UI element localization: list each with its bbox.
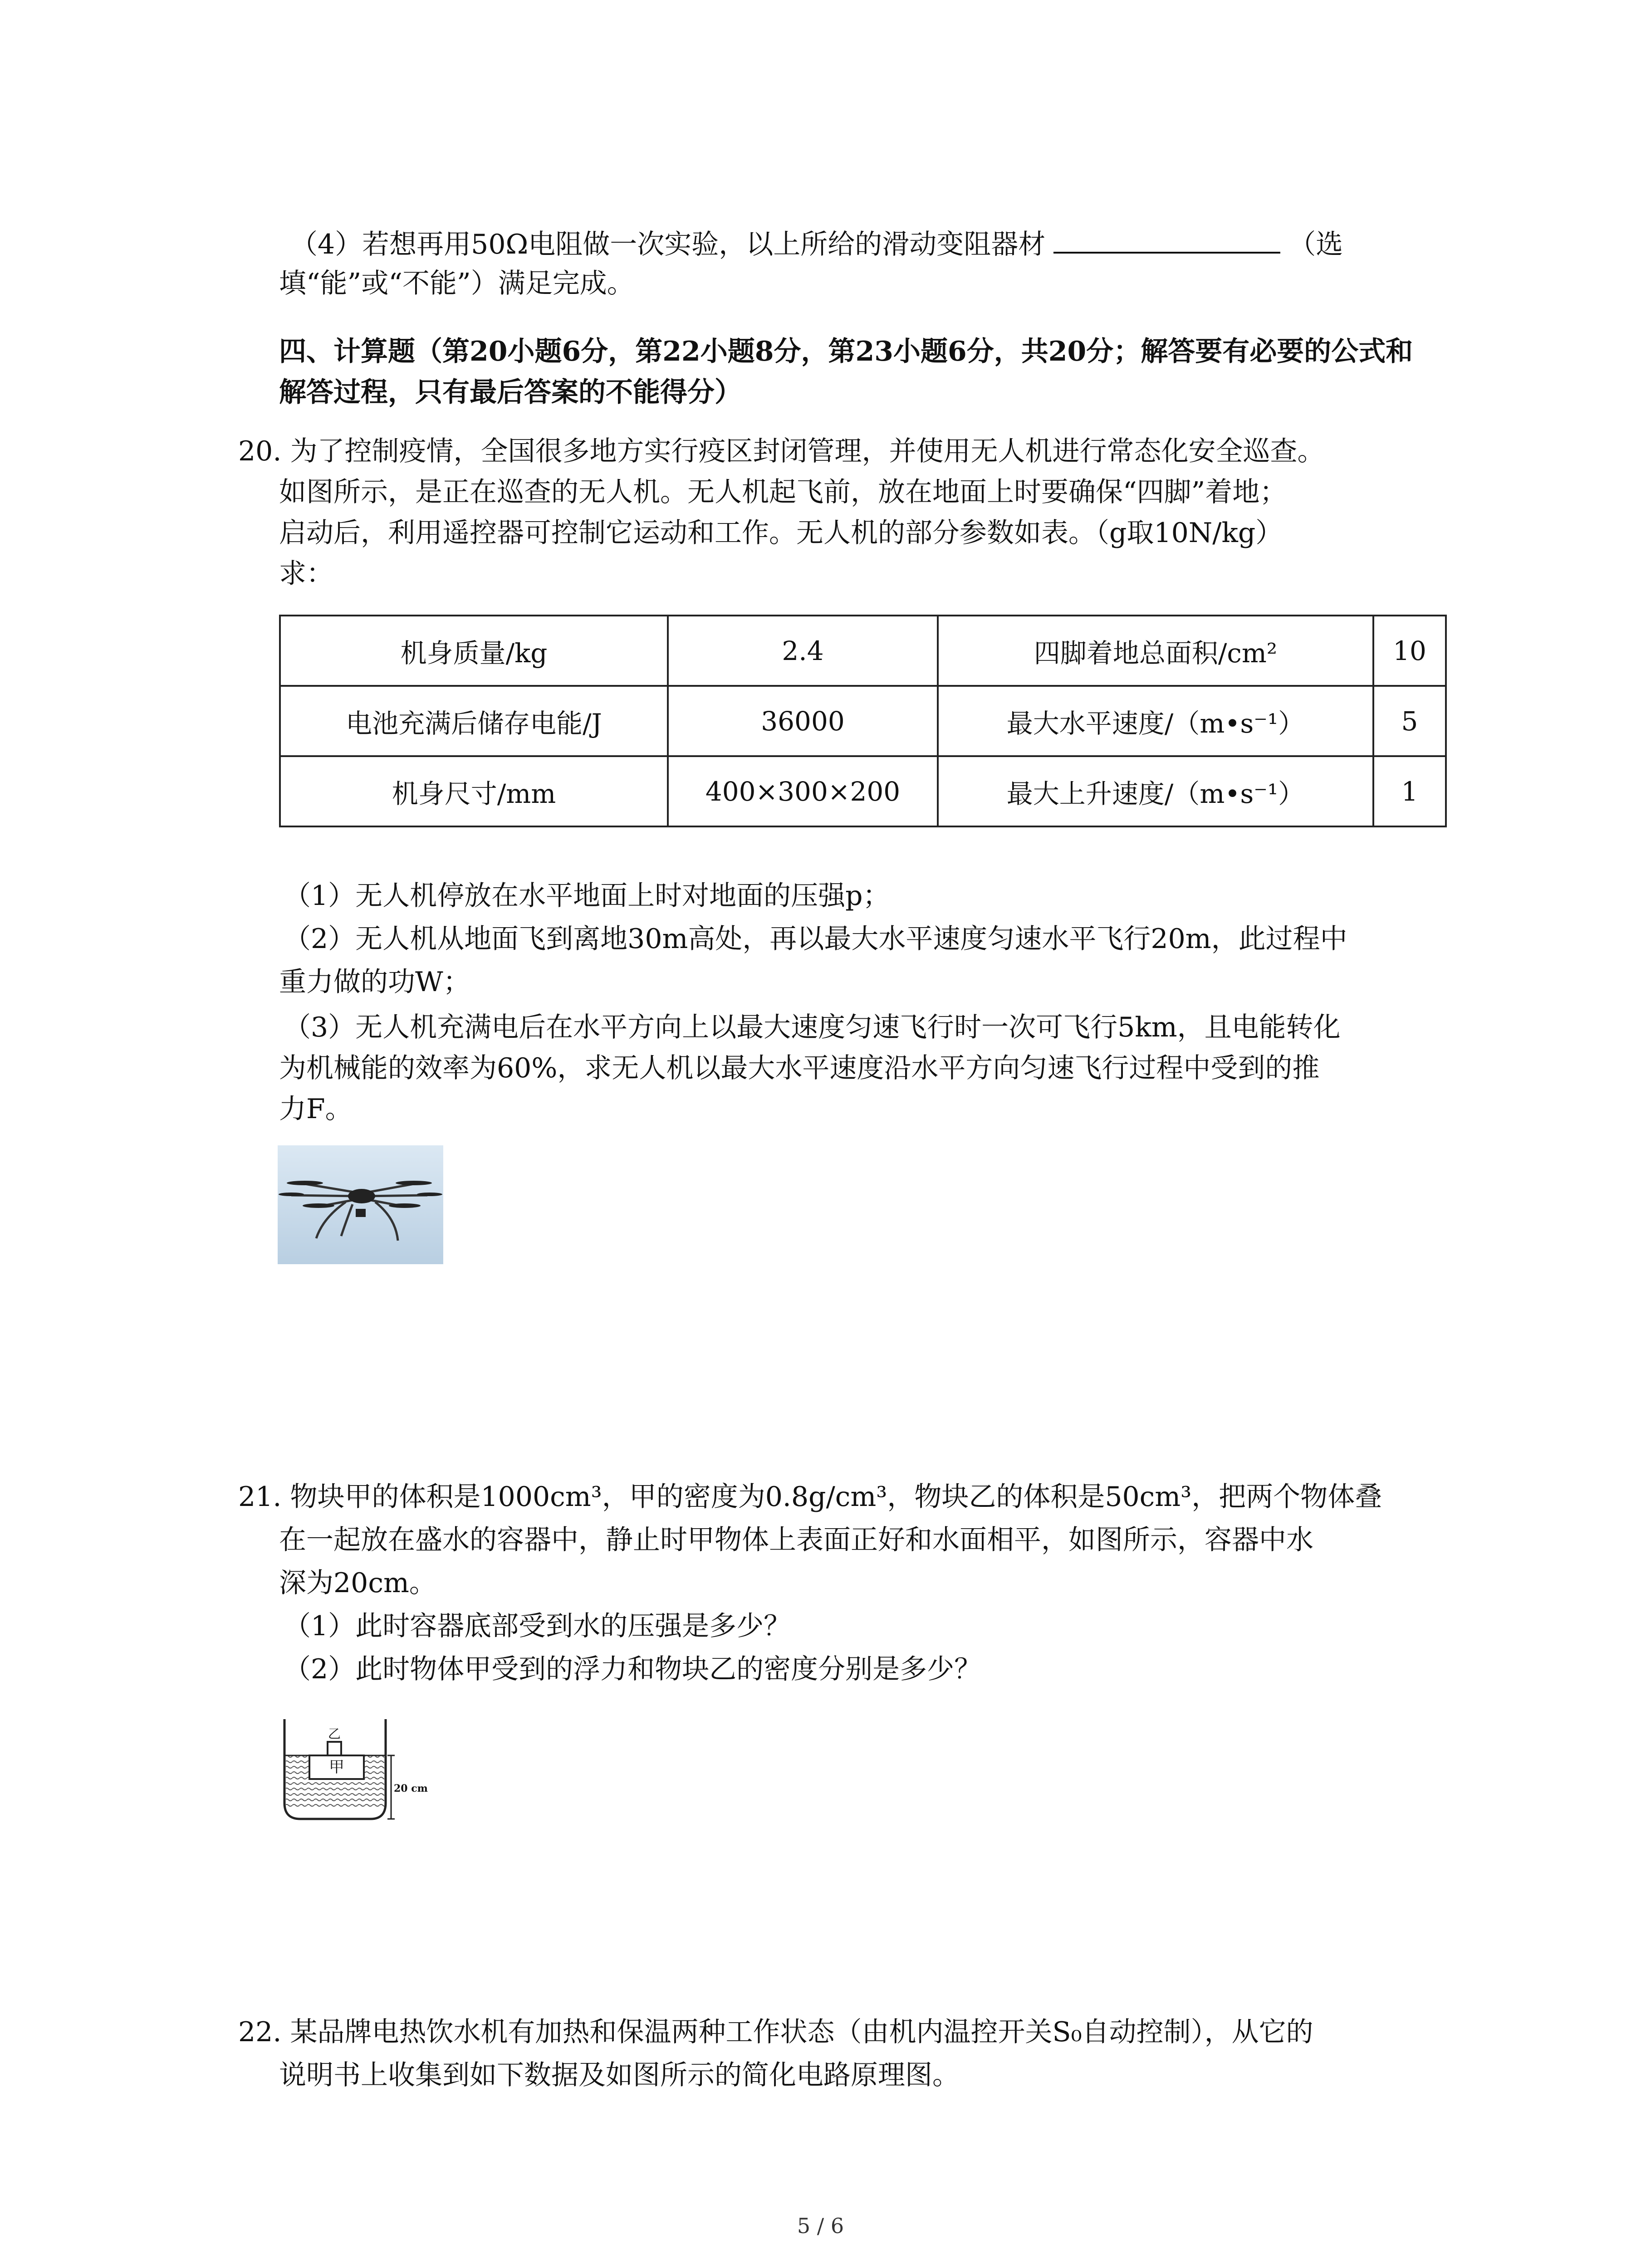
table-cell: 机身质量/kg <box>280 616 668 686</box>
q20-sub-3: （3）无人机充满电后在水平方向上以最大速度匀速飞行时一次可飞行5km，且电能转化 <box>284 1012 1341 1043</box>
q19-line-1: （4）若想再用50Ω电阻做一次实验，以上所给的滑动变阻器材 （选 <box>290 225 1343 263</box>
q20-line-2: 如图所示，是正在巡查的无人机。无人机起飞前，放在地面上时要确保“四脚”着地； <box>279 476 1287 508</box>
table-cell: 5 <box>1373 686 1446 756</box>
q19-line-2: 填“能”或“不能”）满足完成。 <box>279 268 634 299</box>
q22-line-1: 22. 某品牌电热饮水机有加热和保温两种工作状态（由机内温控开关S₀自动控制），从它的 <box>238 2016 1313 2048</box>
q20-sub-3c: 力F。 <box>279 1093 353 1125</box>
q21-line-2: 在一起放在盛水的容器中，静止时甲物体上表面正好和水面相平，如图所示，容器中水 <box>279 1524 1313 1556</box>
table-cell: 最大上升速度/（m•s⁻¹） <box>938 756 1373 826</box>
q20-line-3: 启动后，利用遥控器可控制它运动和工作。无人机的部分参数如表。（g取10N/kg） <box>279 517 1283 549</box>
table-row <box>280 686 1446 756</box>
q20-sub-3b: 为机械能的效率为60%，求无人机以最大水平速度沿水平方向匀速飞行过程中受到的推 <box>279 1052 1320 1084</box>
q22-line-2: 说明书上收集到如下数据及如图所示的简化电路原理图。 <box>279 2059 960 2091</box>
table-cell: 机身尺寸/mm <box>280 756 668 826</box>
table-cell: 36000 <box>668 686 938 756</box>
table-row <box>280 616 1446 686</box>
q20-sub-1: （1）无人机停放在水平地面上时对地面的压强p； <box>284 880 890 912</box>
page-number: 5 / 6 <box>797 2214 844 2238</box>
block-b-label: 乙 <box>328 1726 341 1741</box>
section-heading-2: 解答过程，只有最后答案的不能得分） <box>279 376 742 408</box>
table-cell: 四脚着地总面积/cm² <box>938 616 1373 686</box>
q21-line-3: 深为20cm。 <box>279 1567 436 1599</box>
q20-line-1: 20. 为了控制疫情，全国很多地方实行疫区封闭管理，并使用无人机进行常态化安全巡查。 <box>238 435 1325 467</box>
drone-image <box>278 1145 443 1264</box>
q21-sub-2: （2）此时物体甲受到的浮力和物块乙的密度分别是多少？ <box>284 1653 982 1685</box>
table-cell: 1 <box>1373 756 1446 826</box>
block-a-label: 甲 <box>329 1758 344 1776</box>
container-figure <box>278 1710 428 1823</box>
table-cell: 2.4 <box>668 616 938 686</box>
q21-sub-1: （1）此时容器底部受到水的压强是多少？ <box>284 1610 791 1642</box>
q20-sub-2b: 重力做的功W； <box>279 966 470 998</box>
table-cell: 10 <box>1373 616 1446 686</box>
q21-line-1: 21. 物块甲的体积是1000cm³，甲的密度为0.8g/cm³，物块乙的体积是50cm³，把两个物体叠 <box>238 1481 1382 1513</box>
answer-blank[interactable] <box>1053 225 1280 254</box>
q20-sub-2: （2）无人机从地面飞到离地30m高处，再以最大水平速度匀速水平飞行20m，此过程中 <box>284 923 1347 955</box>
drone-parameter-table <box>279 615 1447 827</box>
table-cell: 400×300×200 <box>668 756 938 826</box>
q20-line-4: 求： <box>279 558 333 590</box>
table-cell: 电池充满后储存电能/J <box>280 686 668 756</box>
table-cell: 最大水平速度/（m•s⁻¹） <box>938 686 1373 756</box>
section-heading: 四、计算题（第20小题6分，第22小题8分，第23小题6分，共20分；解答要有必要的公式和 <box>279 336 1413 367</box>
depth-label: 20 cm <box>394 1783 428 1794</box>
table-row <box>280 756 1446 826</box>
